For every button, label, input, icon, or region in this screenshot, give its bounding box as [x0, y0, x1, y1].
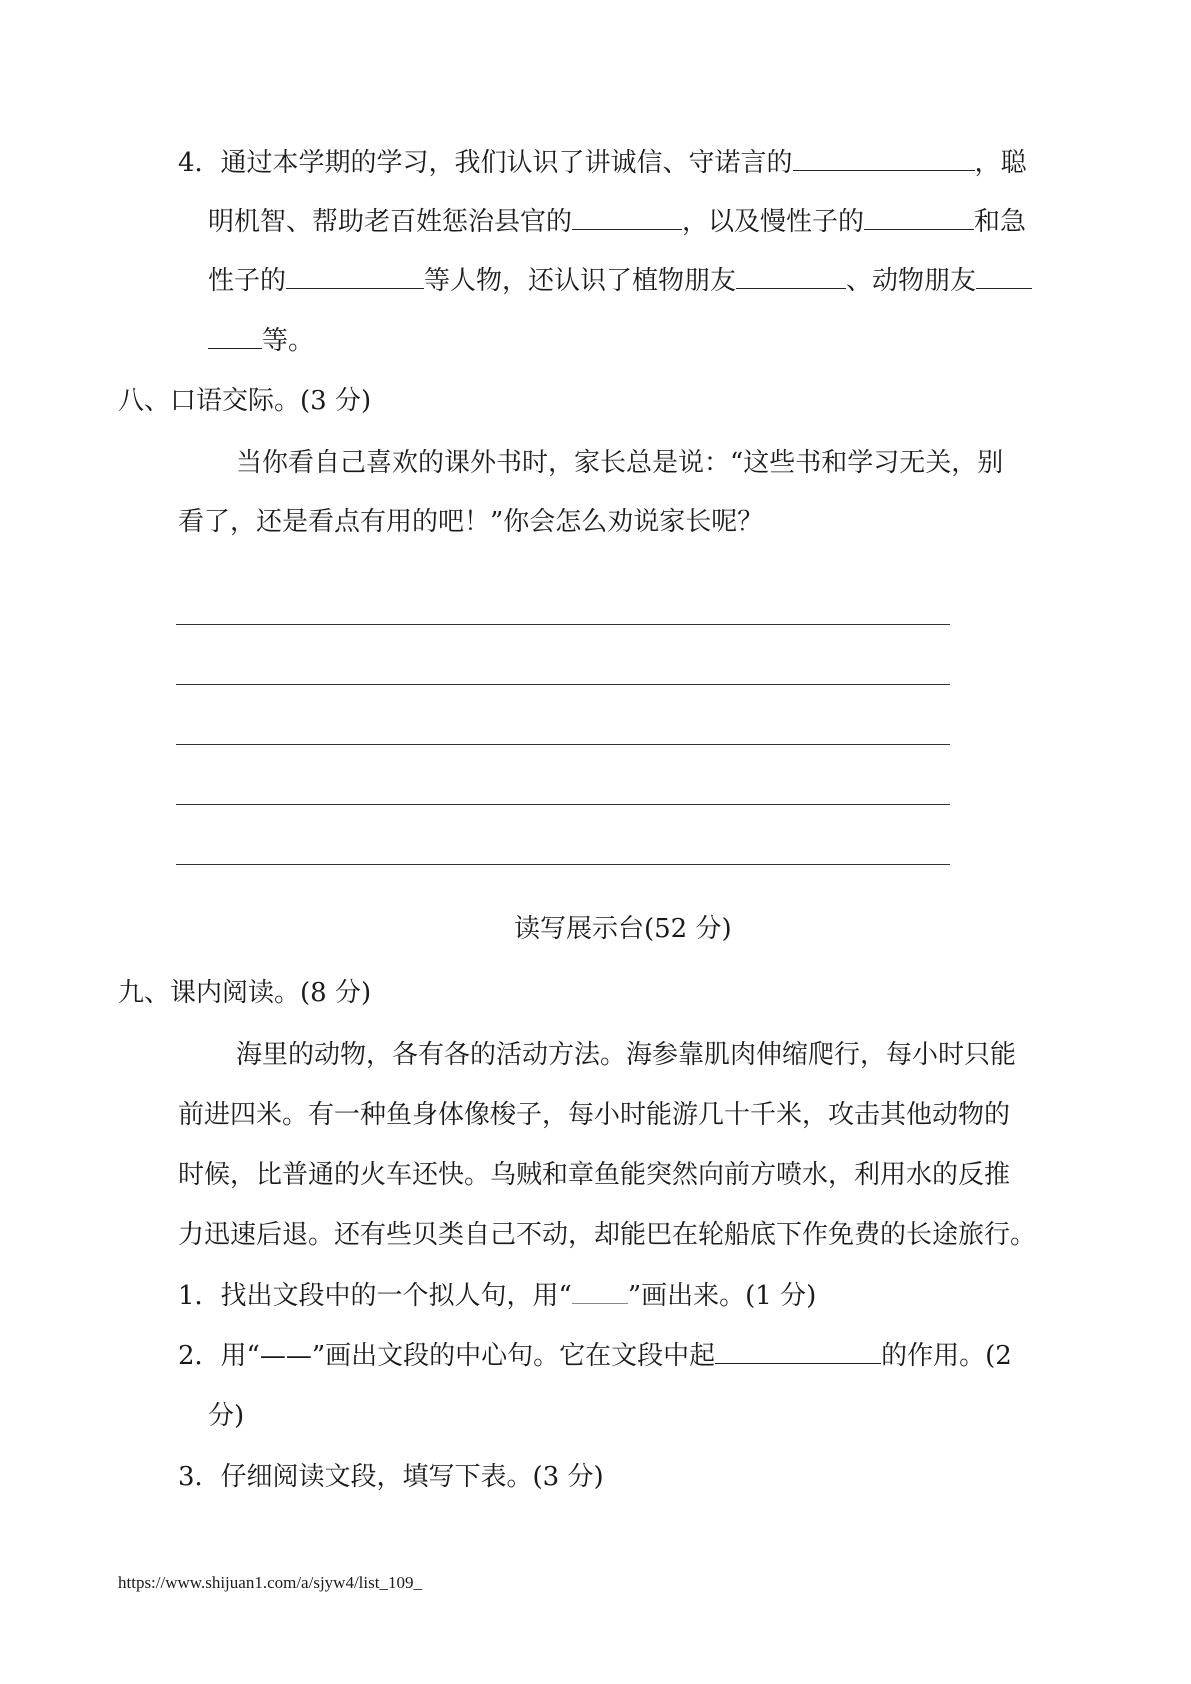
q4-text-1a: 4．通过本学期的学习，我们认识了讲诚信、守诺言的: [178, 148, 793, 178]
q4-line-3: [208, 264, 1032, 298]
blank-q4-trustworthy[interactable]: [793, 146, 975, 171]
s9-question-3: 3．仔细阅读文段，填写下表。(3 分): [178, 1462, 604, 1492]
passage-line-4: 力迅速后退。还有些贝类自己不动，却能巴在轮船底下作免费的长途旅行。: [178, 1220, 1037, 1250]
s9-q2-text-b: 的作用。(2: [881, 1341, 1012, 1371]
blank-q4-plant[interactable]: [736, 264, 846, 289]
blank-q4-clever[interactable]: [572, 205, 682, 230]
passage-line-2: 前进四米。有一种鱼身体像梭子，每小时能游几十千米，攻击其他动物的: [178, 1100, 1011, 1130]
q4-text-3c: 、动物朋友: [846, 266, 977, 296]
q4-text-2b: ，以及慢性子的: [682, 207, 865, 237]
q4-line-2: [208, 205, 1026, 239]
s9-question-2: [178, 1339, 1012, 1373]
blank-q4-slow[interactable]: [864, 205, 974, 230]
section8-prompt-line2: 看了，还是看点有用的吧！”你会怎么劝说家长呢？: [178, 507, 764, 537]
s9-question-2-cont: 分): [208, 1401, 245, 1431]
q4-text-2c: 和急: [974, 207, 1027, 237]
s9-q2-text-a: 2．用“——”画出文段的中心句。它在文段中起: [178, 1341, 716, 1371]
s9-q1-text-a: 1．找出文段中的一个拟人句，用“: [178, 1281, 572, 1311]
blank-q4-hasty[interactable]: [286, 264, 424, 289]
answer-line-5[interactable]: [176, 864, 950, 865]
q4-text-2a: 明机智、帮助老百姓惩治县官的: [208, 207, 573, 237]
section9-heading: 九、课内阅读。(8 分): [118, 978, 372, 1008]
answer-line-2[interactable]: [176, 684, 950, 685]
blank-q4-animal-part1[interactable]: [976, 264, 1032, 289]
q4-text-3a: 性子的: [208, 266, 287, 296]
section8-heading: 八、口语交际。(3 分): [118, 386, 372, 416]
answer-line-4[interactable]: [176, 804, 950, 805]
s9-q1-text-b: ”画出来。(1 分): [627, 1281, 817, 1311]
s9-question-1: [178, 1279, 816, 1313]
q4-text-1b: ，聪: [974, 148, 1027, 178]
answer-line-3[interactable]: [176, 744, 950, 745]
wavy-line-marker: [572, 1279, 628, 1304]
section8-prompt-line1: 当你看自己喜欢的课外书时，家长总是说：“这些书和学习无关，别: [236, 448, 1004, 478]
part-title: 读写展示台(52 分): [514, 914, 732, 944]
q4-text-4a: 等。: [262, 326, 315, 356]
q4-line-1: [178, 146, 1027, 180]
q4-text-3b: 等人物，还认识了植物朋友: [424, 266, 737, 296]
footer-url[interactable]: https://www.shijuan1.com/a/sjyw4/list_109_: [118, 1573, 422, 1592]
passage-line-1: 海里的动物，各有各的活动方法。海参靠肌肉伸缩爬行，每小时只能: [236, 1040, 1017, 1070]
blank-s9-q2-function[interactable]: [715, 1339, 881, 1364]
q4-line-4: [208, 324, 314, 358]
answer-line-1[interactable]: [176, 624, 950, 625]
passage-line-3: 时候，比普通的火车还快。乌贼和章鱼能突然向前方喷水，利用水的反推: [178, 1160, 1011, 1190]
blank-q4-animal-part2[interactable]: [208, 324, 262, 349]
